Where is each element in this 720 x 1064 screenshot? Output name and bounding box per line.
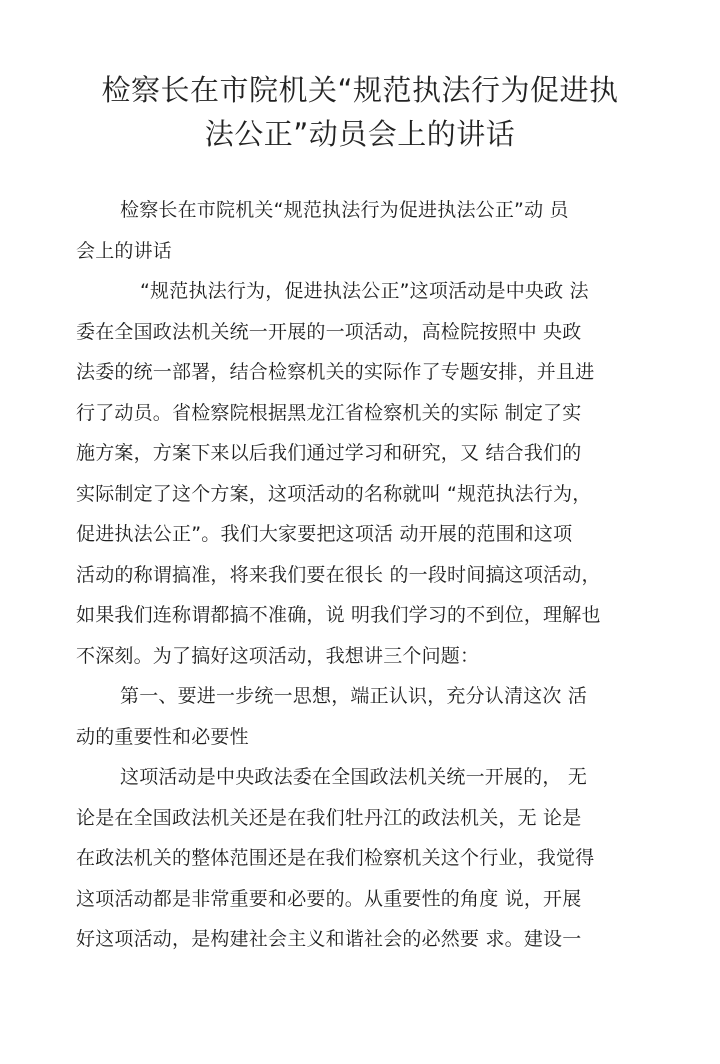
body-line: 动的重要性和必要性 [76,725,249,748]
body-line: 在政法机关的整体范围还是在我们检察机关这个行业，我觉得 [76,847,595,869]
body-line: 法委的统一部署，结合检察机关的实际作了专题安排，并且进 [76,361,595,383]
body-line: 如果我们连称谓都搞不准确，说 明我们学习的不到位，理解也 [76,604,601,626]
body-line: 委在全国政法机关统一开展的一项活动，高检院按照中 央政 [76,320,582,343]
document-title [60,68,660,156]
title-line-2: 法公正”动员会上的讲话 [204,117,516,151]
body-line: 检察长在市院机关“规范执法行为促进执法公正”动 员 [120,199,569,221]
body-line: 促进执法公正”。我们大家要把这项活 动开展的范围和这项 [76,523,573,545]
body-line: 活动的称谓搞准，将来我们要在很长 的一段时间搞这项活动， [76,563,601,586]
body-line: 实际制定了这个方案，这项活动的名称就叫 “规范执法行为， [76,482,592,505]
body-line: 会上的讲话 [76,239,173,262]
body-line: 第一、要进一步统一思想，端正认识，充分认清这次 活 [120,685,588,707]
body-line: 好这项活动，是构建社会主义和谐社会的必然要 求。建设一 [76,928,582,950]
body-line: 这项活动都是非常重要和必要的。从重要性的角度 说，开展 [76,887,582,910]
body-line: 这项活动是中央政法委在全国政法机关统一开展的， 无 [120,766,588,788]
body-line: 论是在全国政法机关还是在我们牡丹江的政法机关，无 论是 [76,806,582,829]
body-line: 施方案，方案下来以后我们通过学习和研究，又 结合我们的 [76,442,582,464]
body-line: 行了动员。省检察院根据黑龙江省检察机关的实际 制定了实 [76,401,582,424]
body-line: 不深刻。为了搞好这项活动，我想讲三个问题： [76,644,480,667]
body-line: “规范执法行为，促进执法公正”这项活动是中央政 法 [140,280,589,302]
title-line-1: 检察长在市院机关“规范执法行为促进执 [101,73,619,107]
document-body [76,190,656,960]
